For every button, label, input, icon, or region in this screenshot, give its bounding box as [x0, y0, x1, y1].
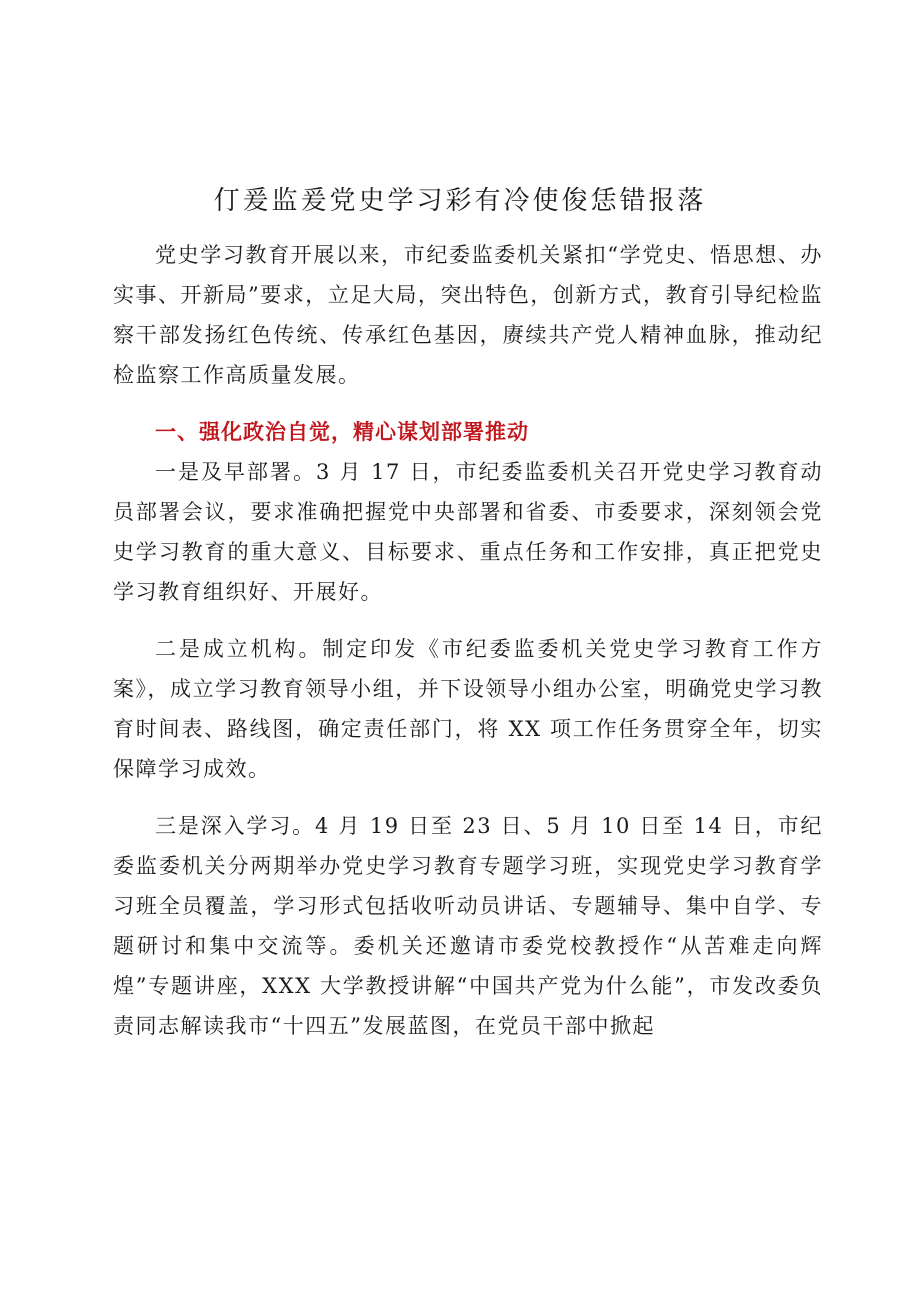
section-heading-1: 一、强化政治自觉，精心谋划部署推动: [155, 420, 529, 444]
document-body: [113, 235, 823, 1046]
intro-paragraph: 党史学习教育开展以来，市纪委监委机关紧扣“学党史、悟思想、办实事、开新局”要求，立足大局，突出特色，创新方式，教育引导纪检监察干部发扬红色传统、传承红色基因，赓续共产党人精神血脉，推动纪检监察工作高质量发展。: [113, 243, 823, 387]
document-title: 仃爰监爰党史学习彩有冷使俊恁错报落: [213, 186, 707, 216]
item-paragraph-1: 一是及早部署。3 月 17 日，市纪委监委机关召开党史学习教育动员部署会议，要求准确把握党中央部署和省委、市委要求，深刻领会党史学习教育的重大意义、目标要求、重点任务和工作安排，真正把党史学习教育组织好、开展好。: [113, 460, 823, 604]
item-paragraph-3: 三是深入学习。4 月 19 日至 23 日、5 月 10 日至 14 日，市纪委监委机关分两期举办党史学习教育专题学习班，实现党史学习教育学习班全员覆盖，学习形式包括收听动员讲话、专题辅导、集中自学、专题研讨和集中交流等。委机关还邀请市委党校教授作“从苦难走向辉煌”专题讲座，XXX 大学教授讲解“中国共产党为什么能”，市发改委负责同志解读我市“十四五”发展蓝图，在党员干部中掀起: [113, 814, 823, 1038]
item-paragraph-2: 二是成立机构。制定印发《市纪委监委机关党史学习教育工作方案》，成立学习教育领导小组，并下设领导小组办公室，明确党史学习教育时间表、路线图，确定责任部门，将 XX 项工作任务贯穿全年，切实保障学习成效。: [113, 637, 823, 781]
